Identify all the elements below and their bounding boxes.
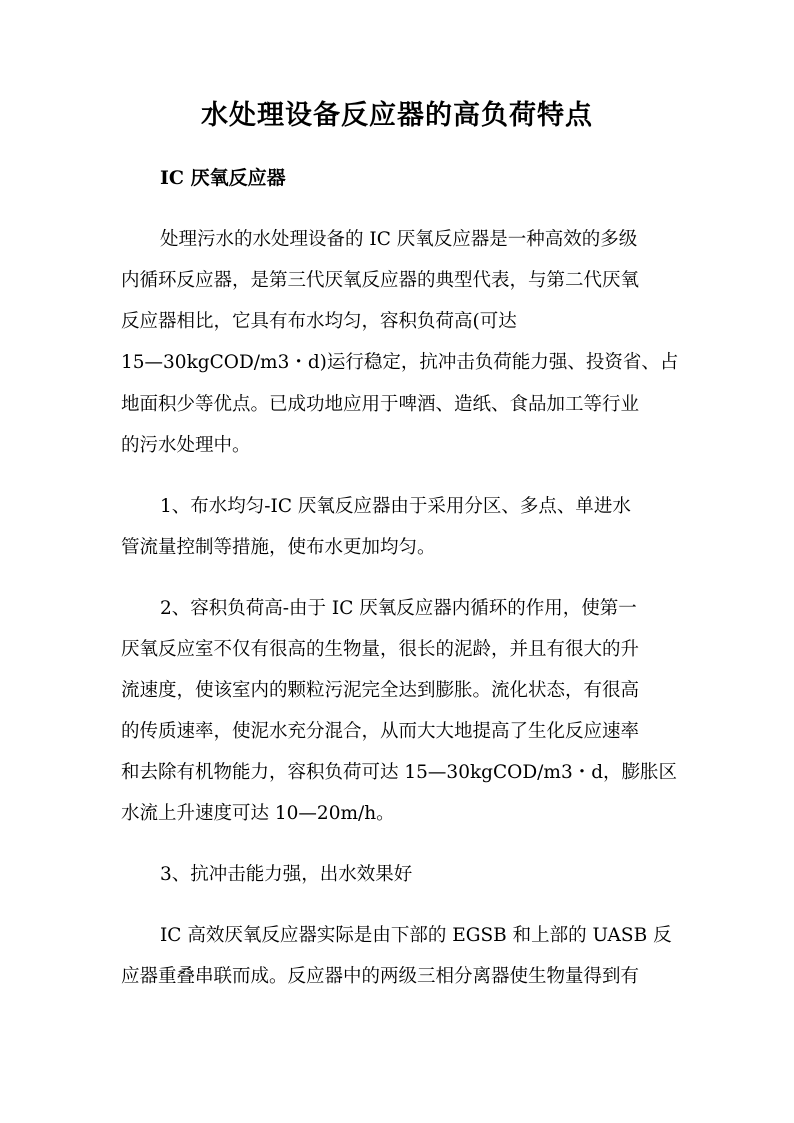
paragraph-line: 处理污水的水处理设备的 IC 厌氧反应器是一种高效的多级	[160, 229, 638, 250]
paragraph-line: 15—30kgCOD/m3・d)运行稳定，抗冲击负荷能力强、投资省、占	[121, 352, 679, 373]
paragraph-line: 内循环反应器，是第三代厌氧反应器的典型代表，与第二代厌氧	[121, 270, 640, 291]
paragraph-line: 1、布水均匀-IC 厌氧反应器由于采用分区、多点、单进水	[160, 496, 631, 517]
paragraph-line: 管流量控制等措施，使布水更加均匀。	[121, 537, 436, 558]
paragraph-line: 厌氧反应室不仅有很高的生物量，很长的泥龄，并且有很大的升	[121, 639, 640, 660]
paragraph-line: 应器重叠串联而成。反应器中的两级三相分离器使生物量得到有	[121, 966, 640, 987]
paragraph-line: 流速度，使该室内的颗粒污泥完全达到膨胀。流化状态，有很高	[121, 680, 640, 701]
paragraph-line: IC 高效厌氧反应器实际是由下部的 EGSB 和上部的 UASB 反	[160, 925, 672, 946]
paragraph-line: 的传质速率，使泥水充分混合，从而大大地提高了生化反应速率	[121, 721, 640, 742]
point3-heading: 3、抗冲击能力强，出水效果好	[160, 864, 413, 885]
paragraph-line: 反应器相比，它具有布水均匀，容积负荷高(可达	[121, 311, 517, 332]
paragraph-line: 和去除有机物能力，容积负荷可达 15—30kgCOD/m3・d，膨胀区	[121, 762, 678, 783]
document-title: 水处理设备反应器的高负荷特点	[201, 100, 593, 131]
section-heading: IC 厌氧反应器	[160, 167, 286, 189]
paragraph-line: 2、容积负荷高-由于 IC 厌氧反应器内循环的作用，使第一	[160, 598, 637, 619]
paragraph-line: 的污水处理中。	[121, 435, 251, 456]
paragraph-line: 水流上升速度可达 10—20m/h。	[121, 803, 395, 824]
paragraph-line: 地面积少等优点。已成功地应用于啤酒、造纸、食品加工等行业	[121, 394, 640, 415]
